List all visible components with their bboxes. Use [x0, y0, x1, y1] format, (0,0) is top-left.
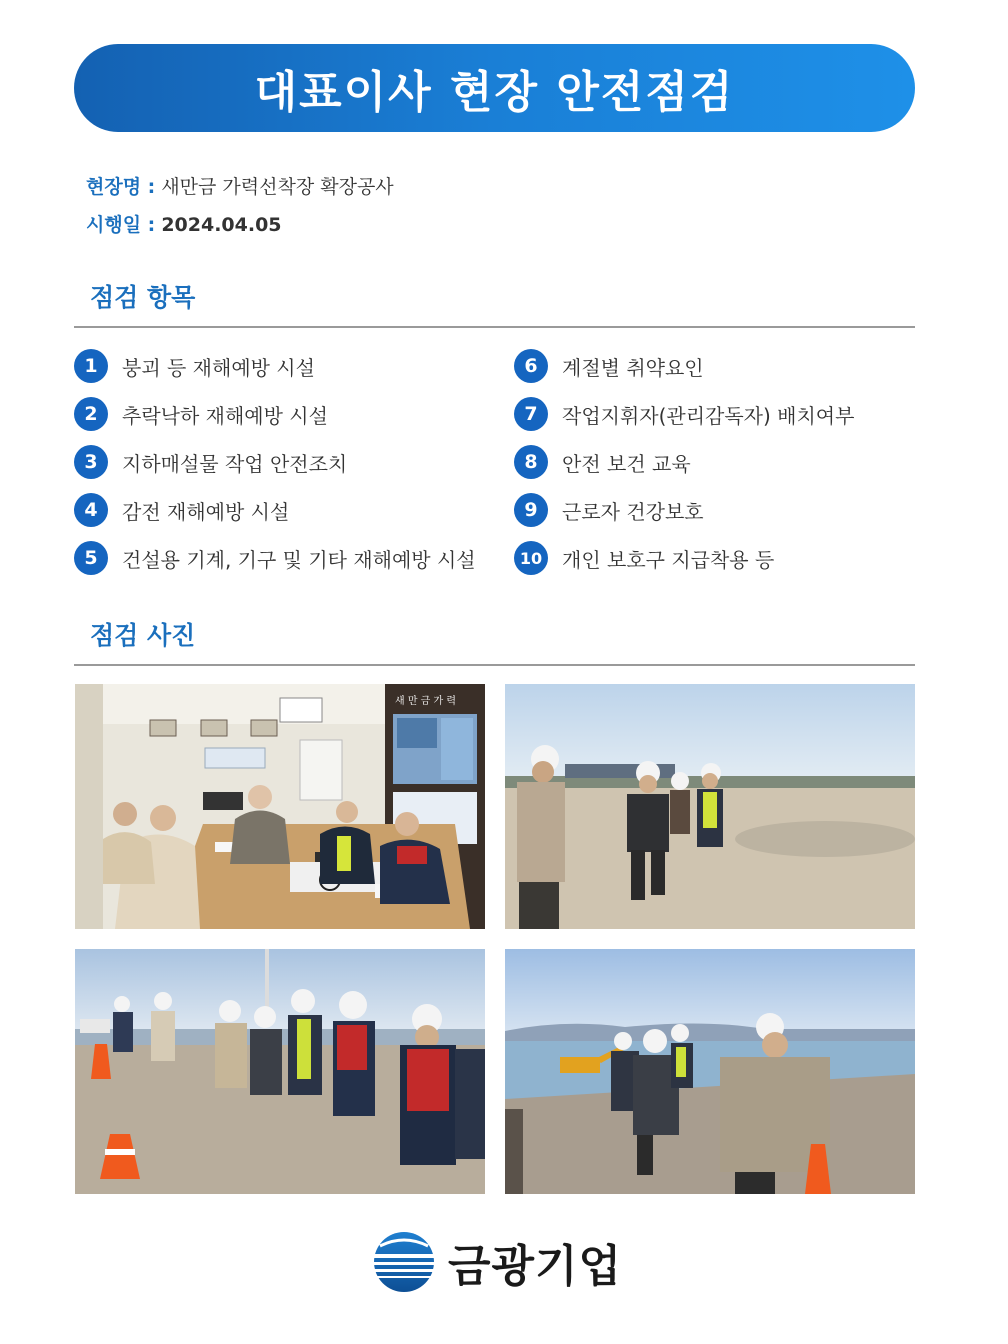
inspection-items-title: 점검 항목	[90, 283, 196, 312]
company-logo-icon	[372, 1230, 436, 1294]
site-name-value: 새만금 가력선착장 확장공사	[161, 176, 394, 198]
number-badge: 2	[74, 397, 108, 431]
list-item	[514, 534, 854, 582]
number-badge: 6	[514, 349, 548, 383]
list-item	[74, 390, 476, 438]
list-item	[74, 438, 476, 486]
date-row	[86, 210, 282, 237]
item-label: 감전 재해예방 시설	[122, 499, 290, 524]
number-badge: 8	[514, 445, 548, 479]
item-label: 붕괴 등 재해예방 시설	[122, 355, 315, 380]
company-logo	[372, 1230, 642, 1294]
site-name-key: 현장명 :	[86, 176, 156, 198]
meeting-room-photo	[75, 684, 485, 929]
date-key: 시행일 :	[86, 214, 156, 236]
site-walk-photo	[505, 684, 915, 929]
item-label: 근로자 건강보호	[562, 499, 704, 524]
number-badge: 1	[74, 349, 108, 383]
divider	[74, 664, 915, 666]
list-item	[514, 486, 854, 534]
inspection-items-right-column	[514, 342, 854, 582]
seaside-inspection-photo	[505, 949, 915, 1194]
number-badge: 5	[74, 541, 108, 575]
date-value: 2024.04.05	[161, 214, 282, 236]
number-badge: 4	[74, 493, 108, 527]
list-item	[514, 342, 854, 390]
list-item	[514, 390, 854, 438]
page-title: 대표이사 현장 안전점검	[254, 67, 735, 118]
inspection-photos-title: 점검 사진	[90, 621, 196, 650]
item-label: 안전 보건 교육	[562, 451, 691, 476]
number-badge: 3	[74, 445, 108, 479]
meeting-board-text: 새 만 금 가 력	[395, 696, 457, 707]
inspection-items-list	[74, 342, 915, 582]
item-label: 추락낙하 재해예방 시설	[122, 403, 328, 428]
title-banner	[74, 44, 915, 132]
number-badge: 7	[514, 397, 548, 431]
item-label: 작업지휘자(관리감독자) 배치여부	[562, 403, 855, 428]
item-label: 지하매설물 작업 안전조치	[122, 451, 348, 476]
divider	[74, 326, 915, 328]
inspection-items-left-column	[74, 342, 476, 582]
item-label: 개인 보호구 지급착용 등	[562, 547, 775, 572]
list-item	[74, 342, 476, 390]
list-item	[74, 486, 476, 534]
list-item	[74, 534, 476, 582]
site-name-row	[86, 172, 394, 199]
company-logo-text: 금광기업	[448, 1241, 623, 1292]
item-label: 건설용 기계, 기구 및 기타 재해예방 시설	[122, 547, 476, 572]
number-badge: 9	[514, 493, 548, 527]
number-badge: 10	[514, 541, 548, 575]
item-label: 계절별 취약요인	[562, 355, 704, 380]
site-group-photo	[75, 949, 485, 1194]
list-item	[514, 438, 854, 486]
